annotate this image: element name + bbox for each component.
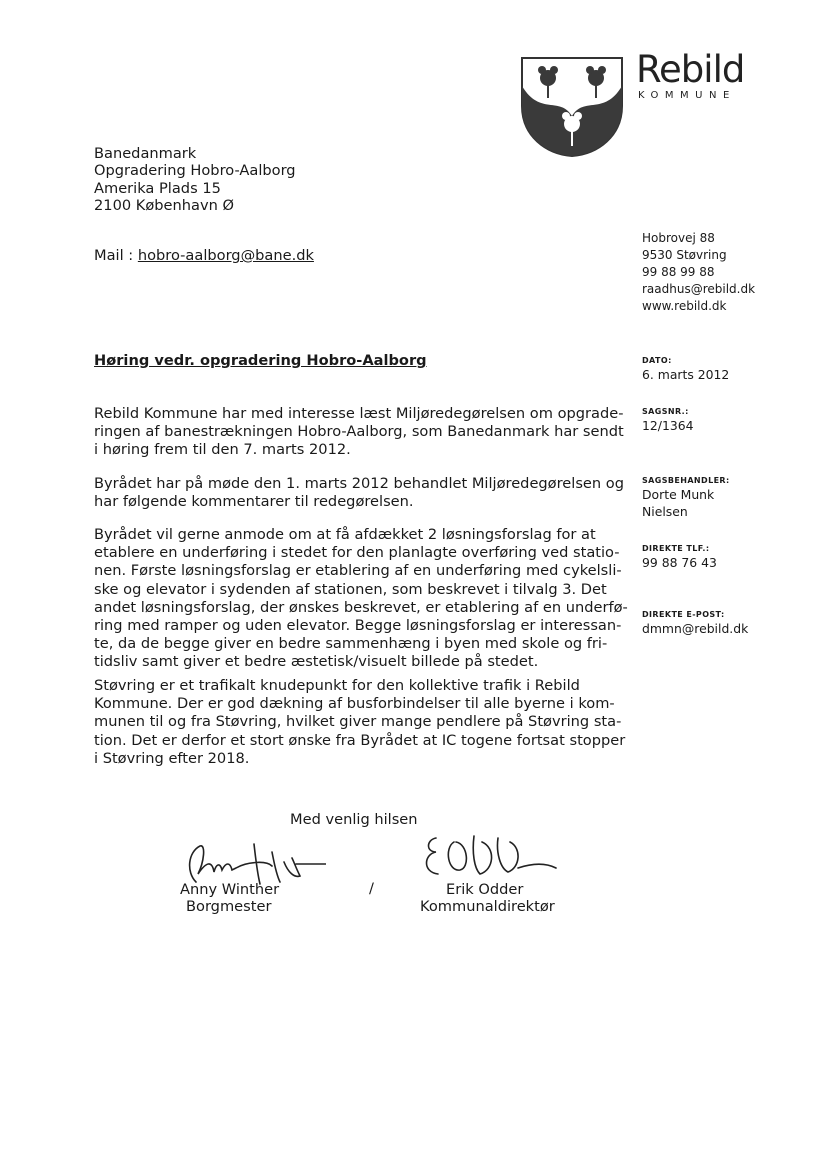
signatory-title: Borgmester: [186, 898, 272, 915]
address-line: Banedanmark: [94, 145, 197, 162]
text-line: i Støvring efter 2018.: [94, 749, 250, 767]
contact-line: 99 88 99 88: [642, 265, 715, 279]
paragraph-4: [94, 677, 626, 768]
signatory-name: Anny Winther: [180, 881, 280, 898]
meta-label: SAGSNR.:: [642, 407, 689, 416]
recipient-address: [94, 145, 296, 215]
meta-value: Nielsen: [642, 504, 688, 519]
meta-label: DIREKTE E-POST:: [642, 610, 725, 619]
meta-value: 12/1364: [642, 418, 694, 433]
text-line: i høring frem til den 7. marts 2012.: [94, 441, 351, 459]
paragraph-2: [94, 475, 624, 511]
paragraph-3: [94, 526, 628, 672]
signatory-name: Erik Odder: [446, 881, 524, 898]
meta-value: 99 88 76 43: [642, 555, 717, 570]
meta-value: 6. marts 2012: [642, 367, 730, 382]
sender-contact: [642, 230, 755, 315]
meta-value: Dorte Munk: [642, 487, 715, 502]
closing-greeting: Med venlig hilsen: [290, 811, 418, 828]
text-line: Byrådet vil gerne anmode om at få afdækket 2 løsningsforslag for at: [94, 526, 596, 543]
meta-value[interactable]: dmmn@rebild.dk: [642, 621, 749, 636]
meta-label: DATO:: [642, 356, 672, 365]
meta-direct-phone: [642, 544, 717, 571]
text-line: har følgende kommentarer til redegørelsen.: [94, 493, 414, 511]
logo-wordmark: [636, 50, 744, 101]
text-line: ske og elevator i sydenden af stationen, som beskrevet i tilvalg 3. Det: [94, 580, 607, 598]
text-line: Byrådet har på møde den 1. marts 2012 behandlet Miljøredegørelsen og: [94, 475, 624, 492]
paragraph-1: [94, 405, 624, 460]
contact-website[interactable]: www.rebild.dk: [642, 299, 727, 313]
text-line: ringen af banestrækningen Hobro-Aalborg, som Banedanmark har sendt: [94, 423, 624, 441]
mail-link[interactable]: hobro-aalborg@bane.dk: [137, 247, 314, 264]
contact-line: Hobrovej 88: [642, 231, 715, 245]
text-line: andet løsningsforslag, der ønskes beskrevet, er etablering af en underfø-: [94, 598, 628, 616]
meta-label: SAGSBEHANDLER:: [642, 476, 730, 485]
text-line: Støvring er et trafikalt knudepunkt for den kollektive trafik i Rebild: [94, 677, 580, 694]
meta-case-number: [642, 407, 693, 434]
text-line: nen. Første løsningsforslag er etablering af en underføring med cykelsli-: [94, 562, 622, 580]
meta-date: [642, 356, 729, 383]
text-line: Kommune. Der er god dækning af busforbindelser til alle byerne i kom-: [94, 695, 615, 713]
text-line: te, da de begge giver en bedre sammenhæng i byen med skole og fri-: [94, 635, 608, 653]
signatory-title: Kommunaldirektør: [420, 898, 555, 915]
text-line: Rebild Kommune har med interesse læst Miljøredegørelsen om opgrade-: [94, 405, 624, 422]
text-line: etablere en underføring i stedet for den planlagte overføring ved statio-: [94, 544, 620, 562]
logo-name: Rebild: [636, 48, 745, 91]
text-line: tion. Det er derfor et stort ønske fra Byrådet at IC togene fortsat stopper: [94, 731, 626, 749]
text-line: ring med ramper og uden elevator. Begge løsningsforslag er interessan-: [94, 617, 622, 635]
address-line: 2100 København Ø: [94, 197, 234, 215]
logo-subtitle: KOMMUNE: [638, 90, 736, 101]
letter-subject: Høring vedr. opgradering Hobro-Aalborg: [94, 352, 427, 369]
coat-of-arms-logo: [520, 56, 624, 158]
signature-separator: /: [369, 880, 374, 897]
text-line: tidsliv samt giver et bedre æstetisk/visuelt billede på stedet.: [94, 653, 539, 671]
meta-direct-email: [642, 610, 748, 637]
contact-email[interactable]: raadhus@rebild.dk: [642, 282, 756, 296]
contact-line: 9530 Støvring: [642, 248, 727, 262]
meta-label: DIREKTE TLF.:: [642, 544, 710, 553]
mail-line: [94, 247, 314, 264]
address-line: Amerika Plads 15: [94, 179, 221, 197]
text-line: munen til og fra Støvring, hvilket giver mange pendlere på Støvring sta-: [94, 713, 622, 731]
mail-label: Mail :: [94, 247, 138, 264]
meta-case-officer: [642, 476, 730, 520]
address-line: Opgradering Hobro-Aalborg: [94, 162, 296, 180]
